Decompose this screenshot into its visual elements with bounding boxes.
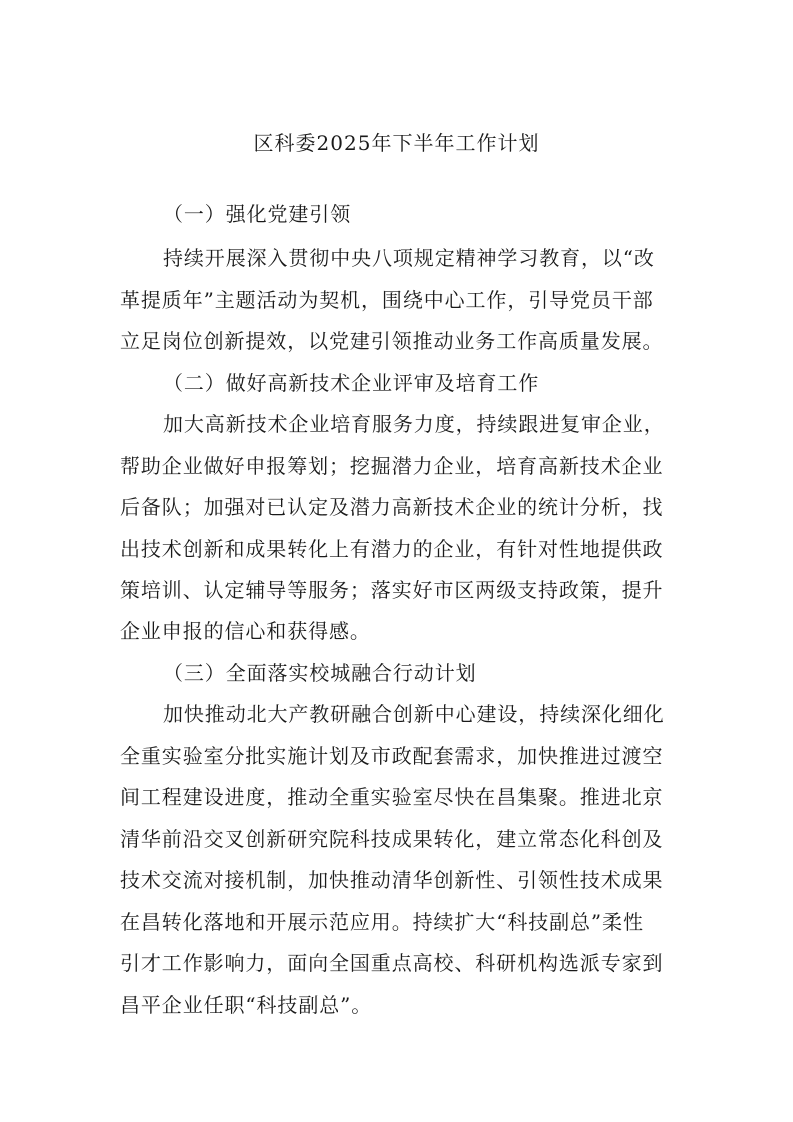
- section-heading: （一）强化党建引领: [163, 202, 352, 226]
- document-title: 区科委2025年下半年工作计划: [253, 131, 540, 155]
- paragraph-line: 引才工作影响力，面向全国重点高校、科研机构选派专家到: [120, 951, 664, 975]
- paragraph-line: 帮助企业做好申报筹划；挖掘潜力企业，培育高新技术企业: [120, 454, 664, 478]
- paragraph-line: 间工程建设进度，推动全重实验室尽快在昌集聚。推进北京: [120, 785, 664, 809]
- paragraph-line: 加快推动北大产教研融合创新中心建设，持续深化细化: [163, 702, 665, 726]
- paragraph-line: 持续开展深入贯彻中央八项规定精神学习教育，以“改: [163, 246, 655, 270]
- paragraph-line: 立足岗位创新提效，以党建引领推动业务工作高质量发展。: [120, 329, 664, 353]
- section-heading: （三）全面落实校城融合行动计划: [163, 661, 477, 685]
- paragraph-line: 清华前沿交叉创新研究院科技成果转化，建立常态化科创及: [120, 827, 664, 851]
- paragraph-line: 全重实验室分批实施计划及市政配套需求，加快推进过渡空: [120, 744, 664, 768]
- paragraph-line: 策培训、认定辅导等服务；落实好市区两级支持政策，提升: [120, 578, 664, 602]
- paragraph-line: 革提质年”主题活动为契机，围绕中心工作，引导党员干部: [120, 288, 654, 312]
- paragraph-line: 昌平企业任职“科技副总”。: [120, 993, 373, 1017]
- paragraph-line: 在昌转化落地和开展示范应用。持续扩大“科技副总”柔性: [120, 910, 644, 934]
- paragraph-line: 企业申报的信心和获得感。: [120, 619, 371, 643]
- paragraph-line: 后备队；加强对已认定及潜力高新技术企业的统计分析，找: [120, 495, 664, 519]
- section-heading: （二）做好高新技术企业评审及培育工作: [163, 371, 540, 395]
- paragraph-line: 技术交流对接机制，加快推动清华创新性、引领性技术成果: [120, 868, 664, 892]
- paragraph-line: 加大高新技术企业培育服务力度，持续跟进复审企业，: [163, 412, 665, 436]
- paragraph-line: 出技术创新和成果转化上有潜力的企业，有针对性地提供政: [120, 537, 664, 561]
